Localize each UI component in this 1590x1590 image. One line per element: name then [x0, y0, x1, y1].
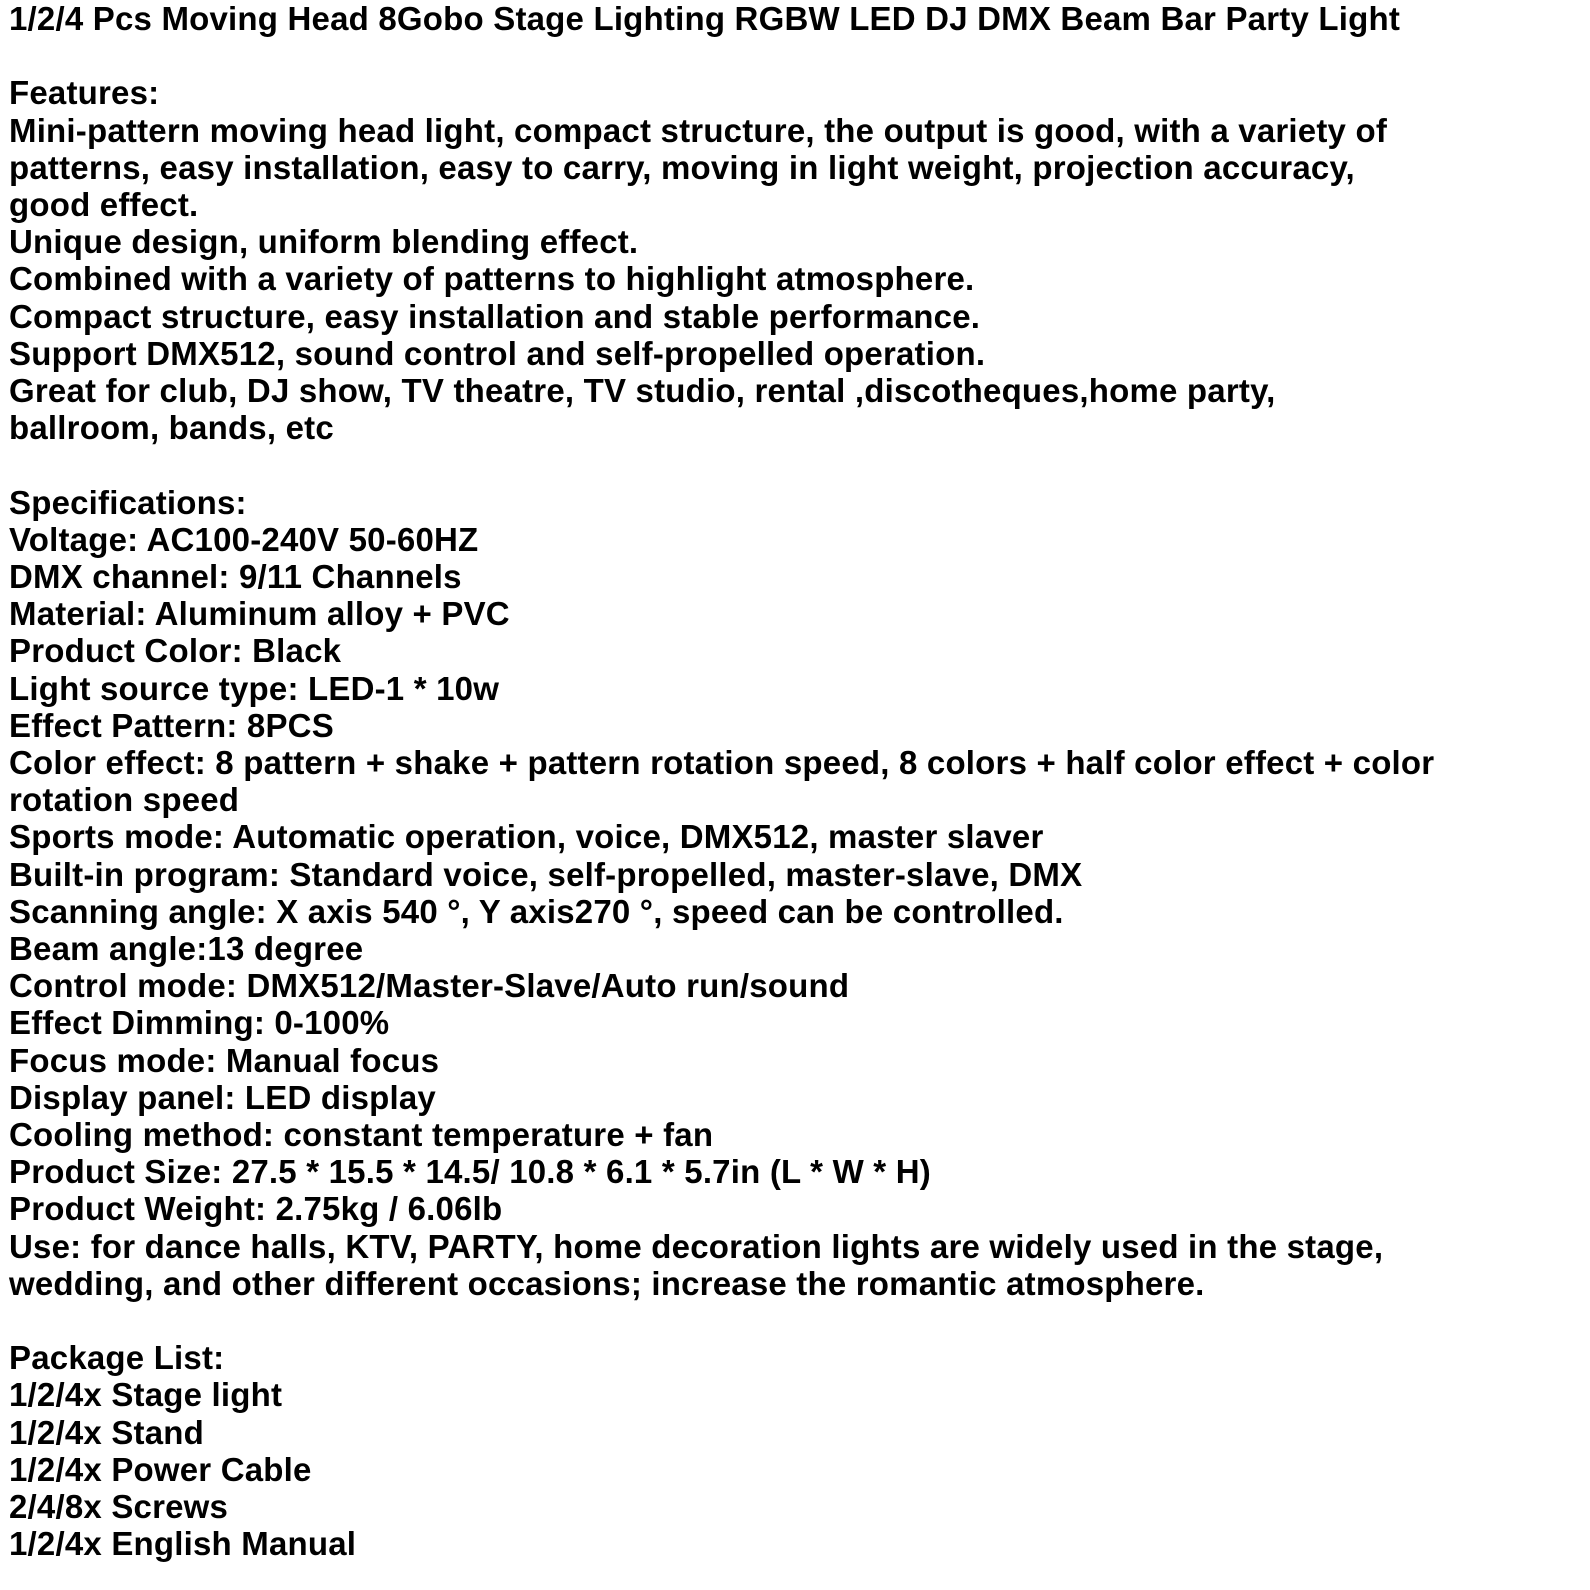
features-line: Combined with a variety of patterns to highlight atmosphere.: [9, 260, 975, 298]
specifications-section: [9, 484, 1584, 1302]
spec-line: Built-in program: Standard voice, self-propelled, master-slave, DMX: [9, 855, 1083, 893]
spacer: [9, 37, 1584, 74]
spec-line: Sports mode: Automatic operation, voice, DMX512, master slaver: [9, 818, 1044, 856]
features-heading: Features:: [9, 74, 160, 112]
package-item: 1/2/4x Stand: [9, 1413, 204, 1451]
spec-line: wedding, and other different occasions; increase the romantic atmosphere.: [9, 1264, 1205, 1302]
spec-line: Voltage: AC100-240V 50-60HZ: [9, 520, 479, 558]
package-item: 2/4/8x Screws: [9, 1488, 229, 1526]
spec-line: Control mode: DMX512/Master-Slave/Auto run/sound: [9, 967, 850, 1005]
spec-line: Beam angle:13 degree: [9, 930, 364, 968]
spec-line: Product Weight: 2.75kg / 6.06lb: [9, 1190, 503, 1228]
package-item: 1/2/4x Power Cable: [9, 1450, 312, 1488]
features-line: Great for club, DJ show, TV theatre, TV studio, rental ,discotheques,home party,: [9, 372, 1276, 410]
features-line: Compact structure, easy installation and stable performance.: [9, 297, 981, 335]
features-line: Unique design, uniform blending effect.: [9, 223, 639, 261]
features-line: patterns, easy installation, easy to carry, moving in light weight, projection accuracy,: [9, 148, 1355, 186]
spec-line: Use: for dance halls, KTV, PARTY, home decoration lights are widely used in the stage,: [9, 1227, 1384, 1265]
spec-line: Display panel: LED display: [9, 1078, 436, 1116]
spacer: [9, 446, 1584, 483]
spec-line: Effect Dimming: 0-100%: [9, 1004, 390, 1042]
spec-line: rotation speed: [9, 781, 240, 819]
features-line: Mini-pattern moving head light, compact structure, the output is good, with a variety of: [9, 111, 1388, 149]
product-description: [9, 0, 1584, 1562]
spec-line: Focus mode: Manual focus: [9, 1041, 440, 1079]
spacer: [9, 1302, 1584, 1339]
spec-line: Cooling method: constant temperature + fan: [9, 1116, 714, 1154]
spec-line: Effect Pattern: 8PCS: [9, 706, 334, 744]
spec-line: Product Color: Black: [9, 632, 342, 670]
package-section: [9, 1339, 1584, 1562]
features-section: [9, 74, 1584, 446]
spec-line: Material: Aluminum alloy + PVC: [9, 595, 510, 633]
spec-line: Scanning angle: X axis 540 °, Y axis270 °, speed can be controlled.: [9, 892, 1064, 930]
specifications-heading: Specifications:: [9, 483, 247, 521]
product-title: 1/2/4 Pcs Moving Head 8Gobo Stage Lighting RGBW LED DJ DMX Beam Bar Party Light: [9, 0, 1401, 37]
spec-line: Light source type: LED-1 * 10w: [9, 669, 500, 707]
features-line: Support DMX512, sound control and self-propelled operation.: [9, 334, 986, 372]
spec-line: Color effect: 8 pattern + shake + pattern rotation speed, 8 colors + half color effect + color: [9, 744, 1435, 782]
package-heading: Package List:: [9, 1339, 225, 1377]
features-line: good effect.: [9, 186, 199, 223]
package-item: 1/2/4x English Manual: [9, 1525, 357, 1563]
package-item: 1/2/4x Stage light: [9, 1376, 283, 1414]
features-line: ballroom, bands, etc: [9, 409, 334, 447]
spec-line: DMX channel: 9/11 Channels: [9, 558, 462, 596]
spec-line: Product Size: 27.5 * 15.5 * 14.5/ 10.8 * 6.1 * 5.7in (L * W * H): [9, 1153, 931, 1191]
